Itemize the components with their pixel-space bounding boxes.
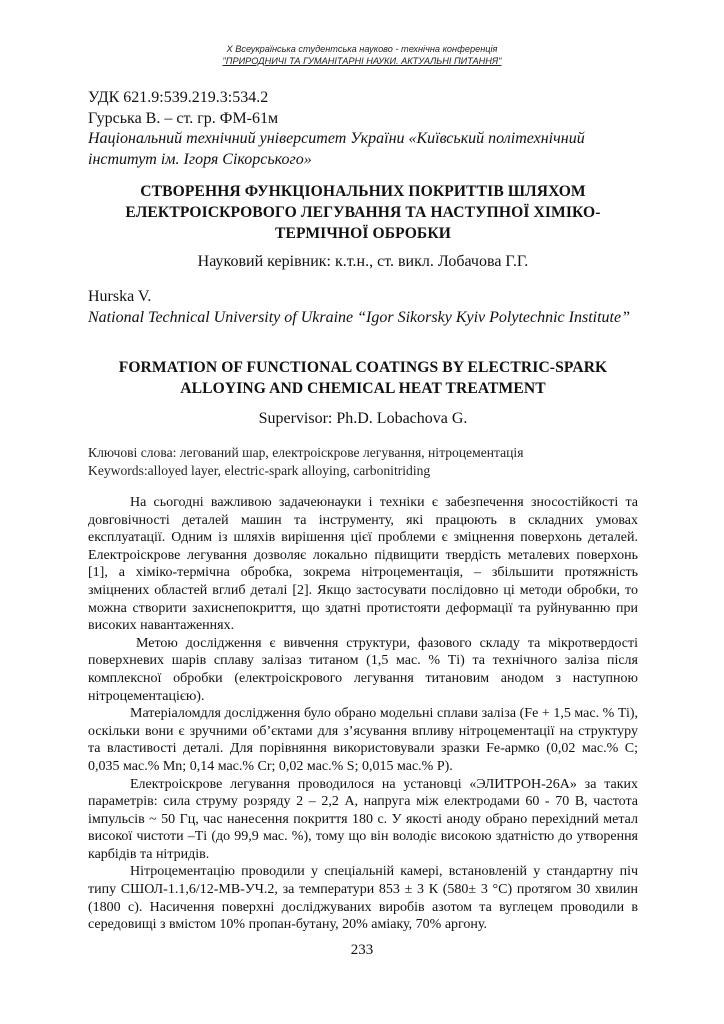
title-ua: СТВОРЕННЯ ФУНКЦІОНАЛЬНИХ ПОКРИТТІВ ШЛЯХОМ ЕЛЕКТРОІСКРОВОГО ЛЕГУВАННЯ ТА НАСТУПНОЇ ХІМІКО-ТЕРМІЧНОЇ ОБРОБКИ: [125, 183, 601, 242]
author-en: Hurska V.: [88, 288, 152, 305]
keywords-ua: Ключові слова: легований шар, електроіскрове легування, нітроцементація: [88, 445, 524, 460]
author-block-ua: [88, 88, 638, 170]
affiliation-en: National Technical University of Ukraine “Igor Sikorsky Kyiv Polytechnic Institute”: [88, 308, 630, 326]
conference-title: X Всеукраїнська студентська науково - технічна конференція: [226, 44, 498, 54]
keywords-en: Keywords:alloyed layer, electric-spark alloying, carbonitriding: [88, 462, 431, 478]
paragraph-aim: Метою дослідження є вивчення структури, фазового складу та мікротвердості поверхневих шарів сплаву залізаз титаном (1,5 мас. % Ті) та технічного заліза після комплексної обробки (електроіскрового легування титановим анодом з наступною нітроцементацією).: [88, 635, 638, 704]
keywords-block: [88, 444, 648, 479]
author-ua: Гурська В. – ст. гр. ФМ-61м: [88, 109, 279, 127]
supervisor-ua: Науковий керівник: к.т.н., ст. викл. Лобачова Г.Г.: [197, 253, 529, 270]
paragraph-carbonitriding: Нітроцементацію проводили у спеціальній камері, встановленій у стандартну піч типу СШОЛ-1.1,6/12-МВ-УЧ.2, за температури 853 ± 3 К (580± 3 °С) протягом 30 хвилин (1800 с). Насичення поверхні досліджуваних виробів азотом та вуглецем проводили в середовищі з вмістом 10% пропан-бутану, 20% аміаку, 70% аргону.: [88, 864, 638, 933]
paragraph-esa: Електроіскрове легування проводилося на установці «ЭЛИТРОН-26А» за таких параметрів: сила струму розряду 2 – 2,2 А, напруга між електродами 60 - 70 В, частота імпульсів ~ 50 Гц, час нанесення покриття 180 с. У якості аноду обрано перехідний метал високої чистоти –Ті (до 99,9 мас. %), тому що він володіє високою здатністю до утворення карбідів та нітридів.: [88, 776, 638, 862]
conference-theme: "ПРИРОДНИЧІ ТА ГУМАНІТАРНІ НАУКИ. АКТУАЛЬНІ ПИТАННЯ": [222, 56, 502, 66]
conference-header: [0, 43, 724, 67]
paragraph-intro: На сьогодні важливою задачеюнауки і техніки є забезпечення зносостійкості та довговічності деталей машин та інструменту, які працюють в складних умовах експлуатації. Одним із шляхів вирішення цієї проблеми є зміцнення поверхонь деталей. Електроіскрове легування дозволяє локально підвищити твердість металевих поверхонь [1], а хіміко-термічна обробка, зокрема нітроцементація, – збільшити протяжність зміцнених областей вглиб деталі [2]. Якщо застосувати послідовно ці методи обробки, то можна створити захиснепокриття, що здатні протистояти деформації та руйнуванню при високих навантаженнях.: [88, 495, 638, 634]
paragraph-materials: Матеріаломдля дослідження було обрано модельні сплави заліза (Fe + 1,5 мас. % Ti), оскільки вони є зручними об’єктами для з’ясування впливу нітроцементації на структуру та властивості деталі. Для порівняння використовували зразки Fe-армко (0,02 мас.% C; 0,035 мас.% Mn; 0,14 мас.% Cr; 0,02 мас.% S; 0,015 мас.% P).: [88, 706, 638, 774]
page-number: 233: [350, 942, 374, 958]
supervisor-en: Supervisor: Ph.D. Lobachova G.: [258, 410, 468, 427]
udc-code: УДК 621.9:539.219.3:534.2: [88, 89, 269, 106]
title-en: FORMATION OF FUNCTIONAL COATINGS BY ELECTRIC-SPARK ALLOYING AND CHEMICAL HEAT TREATMENT: [118, 359, 608, 397]
body-text: [88, 494, 638, 934]
affiliation-ua-line2: інститут ім. Ігоря Сікорського»: [88, 150, 312, 168]
affiliation-ua-line1: Національний технічний університет України «Київський політехнічний: [88, 130, 585, 147]
author-block-en: [88, 287, 638, 328]
